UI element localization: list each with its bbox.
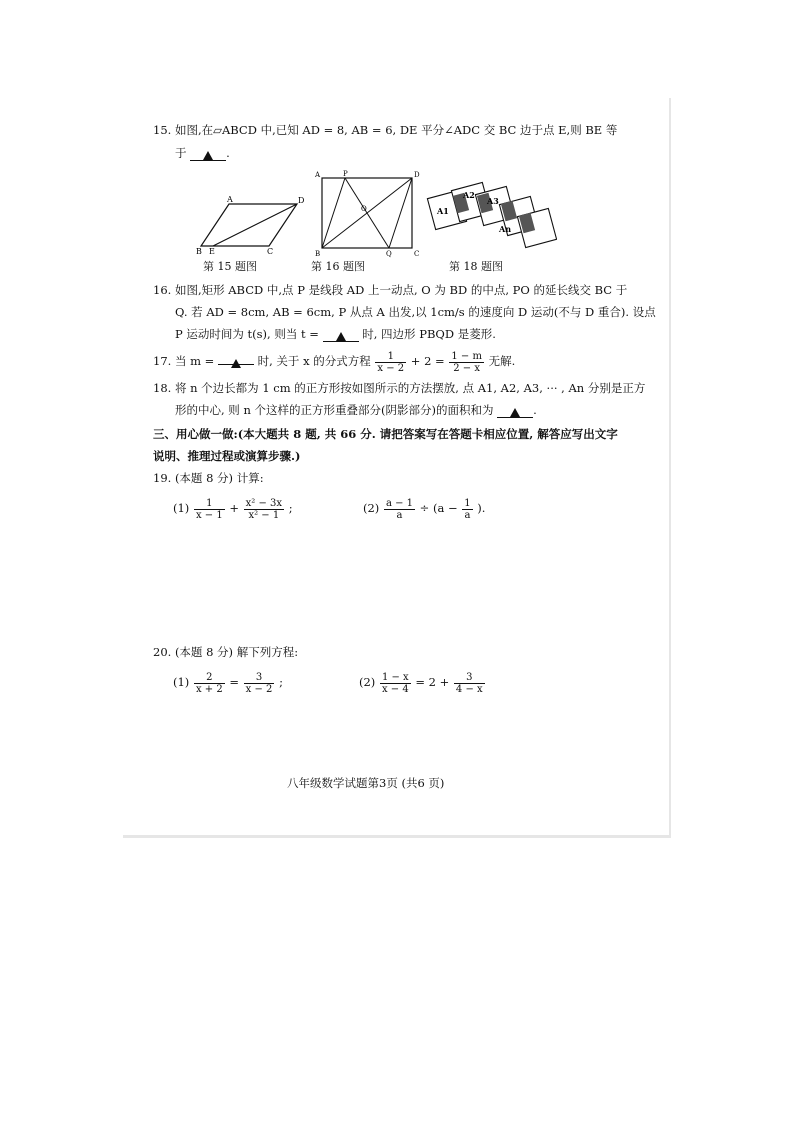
- q17: [153, 349, 515, 374]
- label-o: O: [361, 205, 367, 213]
- label-d: D: [414, 171, 420, 179]
- segment-pq: [345, 178, 389, 248]
- answer-blank: [218, 351, 254, 365]
- label-a: A: [227, 196, 233, 204]
- fraction: $\frac{1 - m}{2 - x}$: [451, 350, 482, 374]
- fraction: $\frac{1}{x - 1}$: [195, 497, 223, 521]
- label-a1: A1: [437, 206, 449, 216]
- section3-line2: 说明、推理过程或演算步骤.): [153, 449, 301, 463]
- answer-blank: [497, 404, 533, 418]
- label-a: A: [315, 171, 321, 179]
- parallelogram-abcd: [201, 204, 297, 246]
- operator: =: [229, 675, 239, 689]
- part-label: (2): [363, 501, 380, 515]
- q20-title: 20. (本题 8 分) 解下列方程:: [153, 645, 299, 659]
- terminator: ;: [279, 675, 283, 689]
- section3-line1: 三、用心做一做:(本大题共 8 题, 共 66 分. 请把答案写在答题卡相应位置, 解答应写出文字: [153, 427, 618, 441]
- answer-blank: [323, 328, 359, 342]
- q17-mid: 时, 关于 x 的分式方程: [257, 354, 371, 368]
- q17-plus: + 2 =: [410, 354, 445, 368]
- label-b: B: [196, 247, 202, 254]
- q19-title: 19. (本题 8 分) 计算:: [153, 471, 264, 485]
- triangle-icon: [336, 332, 346, 341]
- q15-line2: 于 .: [175, 146, 230, 160]
- segment-pb: [322, 178, 345, 248]
- q15-line2-text: 于: [175, 146, 187, 160]
- part-label: (1): [173, 675, 190, 689]
- part-label: (1): [173, 501, 190, 515]
- fig18-caption: 第 18 题图: [449, 260, 503, 273]
- label-a2: A2: [463, 190, 475, 200]
- label-a3: A3: [487, 196, 499, 206]
- segment-qd: [389, 178, 412, 248]
- q20-part2: [359, 668, 486, 696]
- q18-line1: 18. 将 n 个边长都为 1 cm 的正方形按如图所示的方法摆放, 点 A1, A2, A3, ··· , An 分别是正方: [153, 381, 646, 395]
- triangle-icon: [203, 151, 213, 160]
- label-e: E: [209, 247, 215, 254]
- figure-18: [425, 176, 557, 256]
- figure-15: [195, 196, 311, 254]
- q17-prefix: 17. 当 m =: [153, 354, 215, 368]
- triangle-icon: [510, 408, 520, 417]
- fraction: $\frac{a - 1}{a}$: [385, 497, 414, 521]
- fraction: $\frac{3}{x - 2}$: [245, 671, 273, 695]
- fraction: $\frac{3}{4 - x}$: [455, 671, 483, 695]
- q17-suffix: 无解.: [488, 354, 516, 368]
- fraction: $\frac{1}{a}$: [464, 497, 471, 521]
- fraction: $\frac{2}{x + 2}$: [195, 671, 223, 695]
- q16-line3-b: 时, 四边形 PBQD 是菱形.: [362, 327, 496, 341]
- label-b: B: [315, 250, 321, 258]
- page-footer: 八年级数学试题第3页 (共6 页): [287, 776, 445, 790]
- exam-page: [123, 98, 671, 838]
- label-an: An: [499, 224, 512, 234]
- label-q: Q: [386, 250, 392, 258]
- fig15-caption: 第 15 题图: [203, 260, 257, 273]
- terminator: ).: [477, 501, 486, 515]
- operator: ÷ (a −: [419, 501, 458, 515]
- fraction: $\frac{1}{x - 2}$: [377, 350, 405, 374]
- q16-line1: 16. 如图,矩形 ABCD 中,点 P 是线段 AD 上一动点, O 为 BD 的中点, PO 的延长线交 BC 于: [153, 283, 628, 297]
- label-d: D: [298, 196, 305, 205]
- operator: = 2 +: [415, 675, 450, 689]
- q15-line1: 15. 如图,在▱ABCD 中,已知 AD = 8, AB = 6, DE 平分∠ADC 交 BC 边于点 E,则 BE 等: [153, 123, 618, 137]
- answer-blank: [190, 147, 226, 161]
- q20-part1: [173, 668, 283, 696]
- q18-line2-text: 形的中心, 则 n 个这样的正方形重叠部分(阴影部分)的面积和为: [175, 403, 494, 417]
- q18-line2: 形的中心, 则 n 个这样的正方形重叠部分(阴影部分)的面积和为 .: [175, 403, 537, 417]
- segment-de: [213, 204, 297, 246]
- fraction: $\frac{\text{x² − 3x}}{\text{x² − 1}}$: [245, 497, 283, 521]
- triangle-icon: [231, 359, 241, 368]
- q16-line3: [175, 326, 496, 342]
- q16-line3-a: P 运动时间为 t(s), 则当 t =: [175, 327, 319, 341]
- label-c: C: [414, 250, 420, 258]
- operator: +: [229, 501, 239, 515]
- part-label: (2): [359, 675, 376, 689]
- q19-part1: [173, 494, 293, 522]
- fig16-caption: 第 16 题图: [311, 260, 365, 273]
- label-c: C: [267, 247, 274, 254]
- figure-16: [313, 170, 425, 258]
- q19-part2: [363, 494, 485, 522]
- q16-line2: Q. 若 AD = 8cm, AB = 6cm, P 从点 A 出发,以 1cm/s 的速度向 D 运动(不与 D 重合). 设点: [175, 305, 656, 319]
- fraction: $\frac{1 - x}{x - 4}$: [381, 671, 409, 695]
- label-p: P: [343, 170, 348, 178]
- terminator: ;: [288, 501, 293, 515]
